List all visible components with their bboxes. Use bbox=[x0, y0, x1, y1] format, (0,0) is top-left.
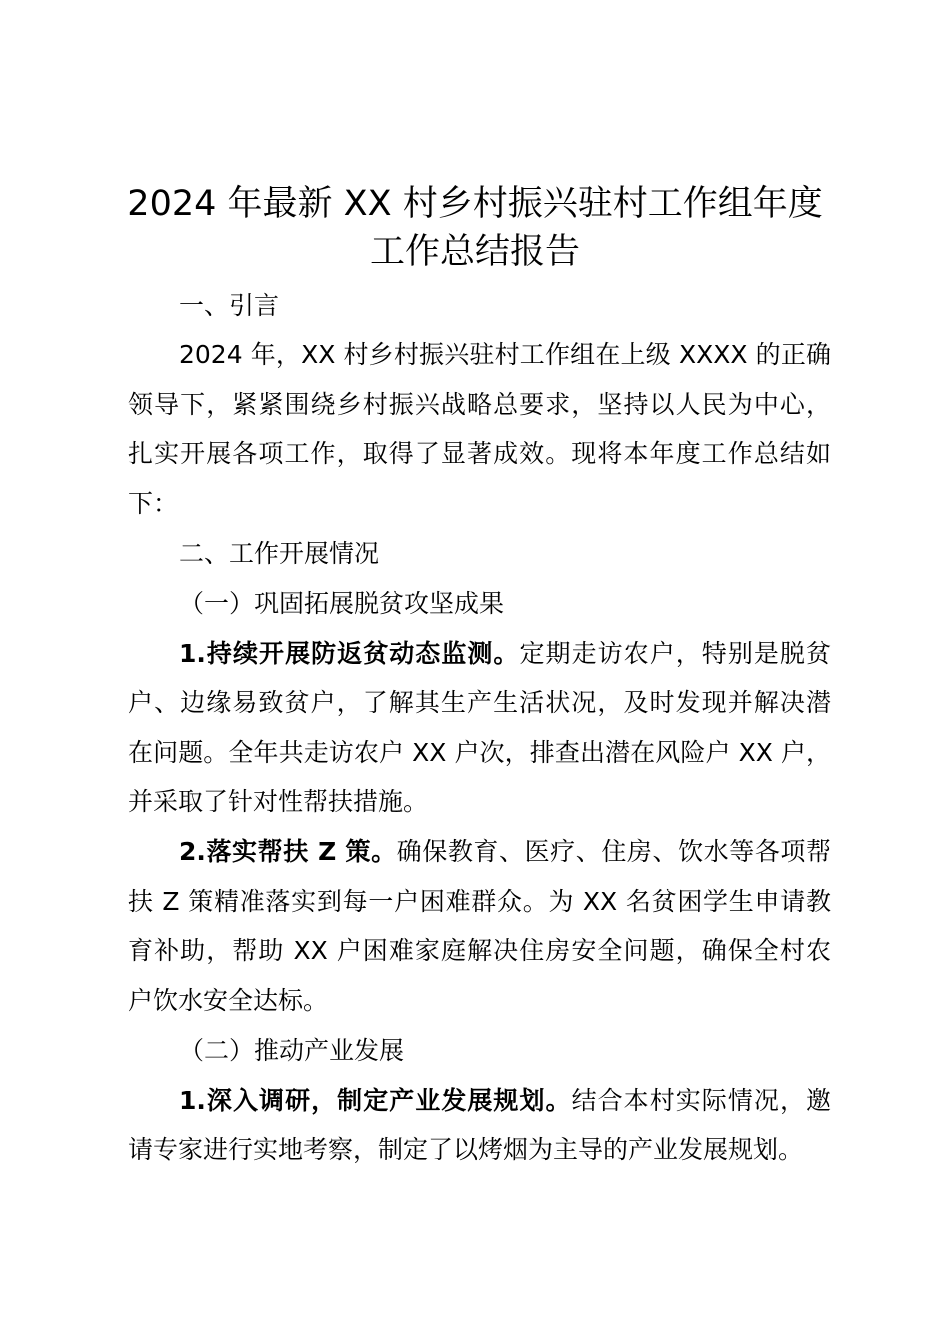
subsection-heading-1: （一）巩固拓展脱贫攻坚成果 bbox=[179, 589, 505, 618]
item-2-line-1 bbox=[179, 835, 831, 869]
item-3-bold-heading: 1.深入调研，制定产业发展规划。 bbox=[179, 1086, 572, 1115]
document-title-line-1: 2024 年最新 XX 村乡村振兴驻村工作组年度 bbox=[127, 184, 823, 224]
item-2-text: 确保教育、医疗、住房、饮水等各项帮 bbox=[396, 837, 831, 866]
document-title-line-2: 工作总结报告 bbox=[369, 232, 580, 272]
item-2-line-2: 扶 Z 策精准落实到每一户困难群众。为 XX 名贫困学生申请教 bbox=[128, 887, 831, 916]
item-2-line-3: 育补助，帮助 XX 户困难家庭解决住房安全问题，确保全村农 bbox=[128, 936, 831, 965]
item-3-line-1 bbox=[179, 1084, 831, 1118]
intro-paragraph-line-2: 领导下，紧紧围绕乡村振兴战略总要求，坚持以人民为中心， bbox=[128, 390, 831, 419]
item-1-text: 定期走访农户，特别是脱贫 bbox=[519, 639, 831, 668]
item-3-line-2: 请专家进行实地考察，制定了以烤烟为主导的产业发展规划。 bbox=[128, 1135, 804, 1164]
item-1-line-1 bbox=[179, 637, 831, 671]
section-heading-intro: 一、引言 bbox=[179, 291, 280, 320]
intro-paragraph-line-1: 2024 年，XX 村乡村振兴驻村工作组在上级 XXXX 的正确 bbox=[179, 340, 831, 369]
item-1-line-2: 户、边缘易致贫户，了解其生产生活状况，及时发现并解决潜 bbox=[128, 688, 831, 717]
intro-paragraph-line-4: 下： bbox=[128, 489, 179, 518]
item-2-bold-heading: 2.落实帮扶 Z 策。 bbox=[179, 837, 397, 866]
item-1-bold-heading: 1.持续开展防返贫动态监测。 bbox=[179, 639, 520, 668]
item-1-line-3: 在问题。全年共走访农户 XX 户次，排查出潜在风险户 XX 户， bbox=[128, 738, 831, 767]
item-2-line-4: 户饮水安全达标。 bbox=[128, 986, 329, 1015]
item-1-line-4: 并采取了针对性帮扶措施。 bbox=[128, 787, 429, 816]
item-3-text: 结合本村实际情况，邀 bbox=[571, 1086, 831, 1115]
intro-paragraph-line-3: 扎实开展各项工作，取得了显著成效。现将本年度工作总结如 bbox=[128, 439, 831, 468]
subsection-heading-2: （二）推动产业发展 bbox=[179, 1036, 405, 1065]
section-heading-work: 二、工作开展情况 bbox=[179, 539, 380, 568]
